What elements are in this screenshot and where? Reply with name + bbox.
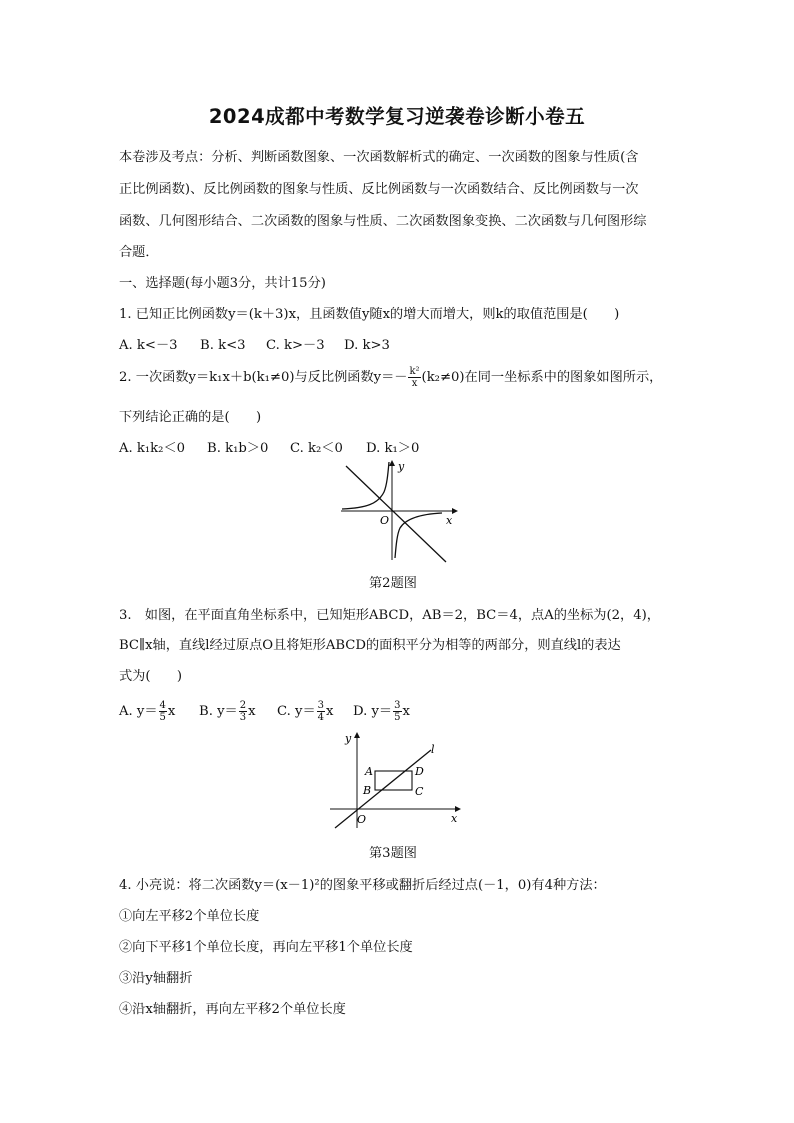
q3-option-c-num: 3 (317, 700, 325, 711)
q3-option-d-num: 3 (394, 700, 401, 711)
intro-line-3: 函数、几何图形结合、二次函数的图象与性质、二次函数图象变换、二次函数与几何图形综 (119, 214, 647, 229)
q2-option-c: C. k₂＜0 (290, 441, 343, 456)
q4-method-2: ②向下平移1个单位长度，再向左平移1个单位长度 (119, 940, 413, 955)
intro-line-4: 合题． (119, 245, 159, 260)
q3-option-b (199, 700, 277, 723)
q2-stem-line1 (119, 366, 662, 389)
q2-stem-a: 2. 一次函数y＝k₁x＋b(k₁≠0)与反比例函数y＝－ (119, 370, 408, 385)
q1-stem: 1. 已知正比例函数y＝(k＋3)x，且函数值y随x的增大而增大，则k的取值范围是( ) (119, 307, 620, 322)
section-heading: 一、选择题(每小题3分，共计15分) (119, 276, 326, 291)
q4-method-4: ④沿x轴翻折，再向左平移2个单位长度 (119, 1002, 346, 1017)
q3-label-l: l (431, 743, 435, 756)
q4-method-1: ①向左平移2个单位长度 (119, 909, 260, 924)
q3-option-b-label: B. y＝ (199, 704, 238, 719)
q2-figure (336, 458, 460, 564)
q3-option-b-num: 2 (239, 700, 247, 711)
q3-stem-line2: BC∥x轴，直线l经过原点O且将矩形ABCD的面积平分为相等的两部分，则直线l的表达 (119, 638, 621, 653)
q2-fraction (408, 366, 420, 389)
q3-label-x: x (451, 812, 458, 825)
q2-option-d: D. k₁＞0 (366, 441, 420, 456)
q1-options (119, 334, 390, 353)
q3-option-d-tail: x (402, 704, 410, 719)
q2-label-x: x (446, 514, 453, 527)
q3-label-d: D (415, 765, 424, 778)
q3-option-a-label: A. y＝ (119, 704, 158, 719)
q2-stem-b: (k₂≠0)在同一坐标系中的图象如图所示， (421, 370, 663, 385)
q3-options (119, 700, 410, 723)
q2-stem-line2: 下列结论正确的是( ) (119, 410, 262, 425)
q1-option-d: D. k>3 (344, 338, 390, 353)
q3-figure-caption: 第3题图 (369, 846, 417, 861)
q3-option-c-label: C. y＝ (277, 704, 316, 719)
q3-option-d-frac (393, 700, 401, 723)
q3-y-arrow (354, 732, 360, 738)
q3-label-c: C (415, 785, 424, 798)
q3-option-d-label: D. y＝ (353, 704, 393, 719)
q3-option-c-tail: x (326, 704, 334, 719)
q3-stem-line3: 式为( ) (119, 669, 183, 684)
q1-option-b: B. k<3 (200, 338, 246, 353)
q3-option-b-frac (239, 700, 247, 723)
q2-label-y: y (398, 460, 405, 473)
q2-x-arrow (452, 508, 458, 514)
q2-y-arrow (389, 460, 395, 466)
q3-figure (325, 728, 465, 832)
q3-label-b: B (363, 784, 372, 797)
q2-option-a: A. k₁k₂＜0 (119, 441, 186, 456)
q3-option-a-num: 4 (159, 700, 166, 711)
q3-option-a-tail: x (167, 704, 176, 719)
q3-option-d (353, 700, 410, 723)
q3-label-a: A (365, 765, 373, 778)
q2-option-b: B. k₁b＞0 (207, 441, 269, 456)
q2-figure-caption: 第2题图 (369, 576, 417, 591)
q3-option-b-tail: x (248, 704, 256, 719)
q4-method-3: ③沿y轴翻折 (119, 971, 193, 986)
q3-option-c-den: 4 (317, 712, 325, 723)
intro-line-1: 本卷涉及考点：分析、判断函数图象、一次函数解析式的确定、一次函数的图象与性质(含 (119, 150, 639, 165)
q3-option-d-den: 5 (394, 712, 401, 723)
q2-frac-num: k² (409, 366, 420, 377)
q3-stem-line1: 3. 如图，在平面直角坐标系中，已知矩形ABCD，AB＝2，BC＝4，点A的坐标为(2，4)， (119, 608, 660, 623)
q2-options (119, 437, 419, 456)
q4-stem: 4. 小亮说：将二次函数y＝(x－1)²的图象平移或翻折后经过点(－1，0)有4种方法： (119, 878, 606, 893)
q3-label-y: y (345, 732, 352, 745)
intro-line-2: 正比例函数)、反比例函数的图象与性质、反比例函数与一次函数结合、反比例函数与一次 (119, 182, 639, 197)
q3-label-origin: O (357, 813, 367, 826)
page-title: 2024成都中考数学复习逆袭卷诊断小卷五 (208, 105, 586, 128)
q3-option-c (277, 700, 353, 723)
q3-option-a (119, 700, 199, 723)
q1-option-a: A. k<－3 (119, 338, 178, 353)
q2-frac-den: x (411, 378, 418, 389)
q2-label-origin: O (380, 514, 390, 527)
q1-option-c: C. k>－3 (266, 338, 325, 353)
q3-option-c-frac (317, 700, 325, 723)
q3-option-b-den: 3 (239, 712, 247, 723)
q3-option-a-frac (159, 700, 167, 723)
q3-option-a-den: 5 (159, 712, 166, 723)
